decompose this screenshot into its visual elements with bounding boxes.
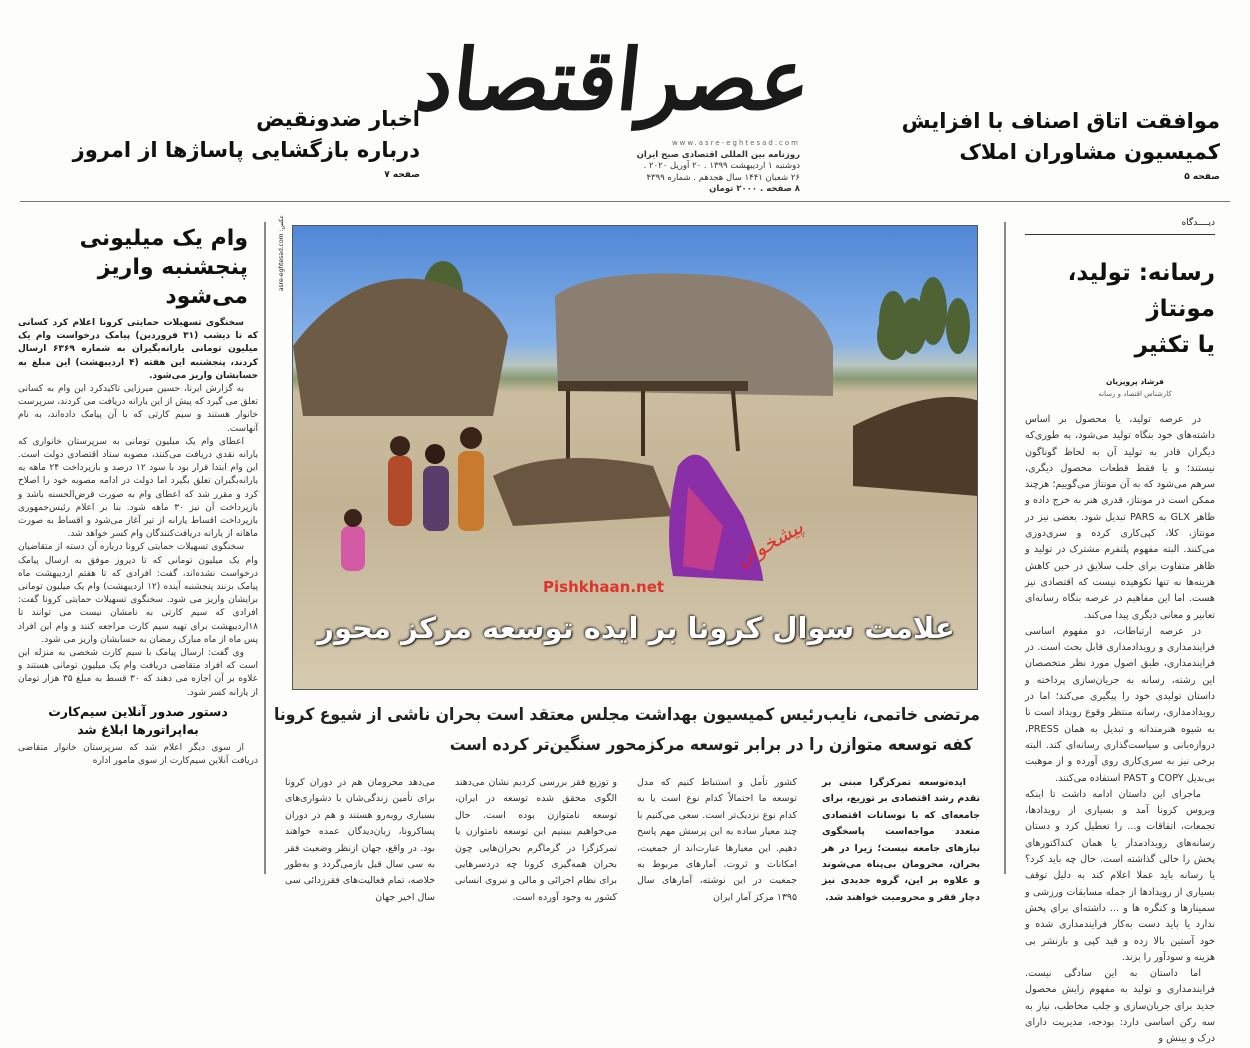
- subhead-line: دستور صدور آنلاین سیم‌کارت: [48, 703, 228, 719]
- masthead-info: [610, 138, 800, 196]
- brush-pile: [493, 458, 673, 526]
- newspaper-logo: عصراقتصاد: [411, 30, 816, 129]
- author-name: فرشاد پرویزیان: [1106, 377, 1164, 386]
- paragraph: اعطای وام یک میلیون تومانی به سرپرستان خانواری که یارانه نقدی دریافت می‌کنند، مصوبه ستاد اقتصادی دولت است. این وام ابتدا قرار بود با سود ۱۲ درصد و بازپرداخت ۲۴ ماهه به یارانه‌بگیران تعلق بگیرد اما دولت در ادامه مصوبه خود را اصلاح کرد و مقرر شد که اعطای وام به صورت قرض‌الحسنه باشد و بازپرداخت آن نیز ۳۰ ماهه شود. بنا بر اعلام رئیس‌جمهوری بازپرداخت اقساط یارانه از تیر آغاز می‌شود و اقساط به صورت ماهانه از یارانه دریافت‌کنندگان وام کسر خواهد شد.: [18, 436, 258, 540]
- story-body: [18, 742, 258, 768]
- masthead-divider: [20, 201, 1230, 202]
- paragraph: اما داستان به این سادگی نیست. فرایندمداری و تولید به مفهوم زایش محصول جدید برای جریان‌سازی و جلب مخاطب، نیاز به سه رکن اساسی دارد: بودجه، مدیریت دارای درک و بینش و: [1025, 968, 1215, 1045]
- paragraph: وی گفت: ارسال پیامک با سیم کارت شخصی به منزله این است که افراد متقاضی دریافت وام یک میلیون تومانی هستند و علاوه بر آن اجازه می دهند که ۳۰ قسط به مبلغ ۳۵ هزار تومان از یارانه کسر شود.: [18, 648, 258, 698]
- children: [341, 427, 484, 571]
- column-divider: [264, 222, 266, 874]
- page-ref: صفحه ۵: [1184, 172, 1220, 182]
- watermark-en: Pishkhaan.net: [543, 578, 665, 596]
- opinion-kicker: دیــــدگاه: [1025, 218, 1215, 235]
- paragraph: ماجرای این داستان ادامه داشت تا اینکه ویروس کرونا آمد و بسیاری از رویدادها، تجمعات، اتفاقات و... را تعطیل کرد و دستان رسانه‌های رویدادمدار یا همان کنداکتورهای پخش را خالی گذاشته است. حال چه باید کرد؟ یا رسانه باید عملا اعلام کند به دلیل توقف بسیاری از رویدادها از جمله مسابقات ورزشی و سمینارها و کنگره ها و ... داشته‌ای برای پخش ندارد یا باید دست به‌کار فرایندمداری شده و خود آستین بالا زده و قید کپی و بازنشر بی هزینه و سودآور را بزند.: [1025, 788, 1215, 963]
- story-body: [18, 383, 258, 700]
- watermark-fa: پیشخوان: [731, 514, 808, 572]
- article-column: [285, 775, 435, 906]
- opinion-title-line[interactable]: رسانه: تولید، مونتاژ: [1067, 260, 1215, 322]
- paragraph: کشور تأمل و استنباط کنیم که مدل توسعه ما احتمالاً کدام نوع است یا به کدام نوع نزدیک‌تر است. سعی می‌کنیم با چند معیار ساده به این پرسش مهم پاسخ دهیم. این معیارها عبارت‌اند از جمعیت، امکانات و ثروت. آمارهای مربوط به جمعیت در این نوشته، آمارهای سال ۱۳۹۵ مرکز آمار ایران: [637, 777, 797, 903]
- teaser-title[interactable]: موافقت اتاق اصناف با افزایش: [901, 109, 1220, 133]
- page-ref: صفحه ۷: [384, 170, 420, 180]
- subhead-line: به‌اپراتورها ابلاغ شد: [77, 721, 199, 737]
- date-line: دوشنبه ۱ اردیبهشت ۱۳۹۹ . ۲۰ آوریل ۲۰۲۰ .: [643, 161, 800, 171]
- tagline: روزنامه بین المللی اقتصادی صبح ایران: [636, 149, 800, 160]
- paragraph: در عرصه ارتباطات، دو مفهوم اساسی فرایندمداری و رویدادمداری قابل بحث است. در فرایندمداری، طبق اصول مورد نظر متخصصان این رشته، رسانه به جریان‌سازی پرداخته و داستان تولیدی خود را پیگیری می‌کند؛ اما در رویدادمداری، رسانه منتظر وقوع رویداد است تا به شیوه هنرمندانه و تبدیل به همان PRESS، دروازه‌بانی و سیاست‌گذاری رسانه‌ای کند. البته برخی نیز به سری‌کاری روی آورده و از موهبت بی‌بدیل COPY و PAST استفاده می‌کنند.: [1025, 625, 1215, 784]
- opinion-title[interactable]: [1025, 255, 1215, 363]
- website: www.asre-eghtesad.com: [671, 139, 800, 147]
- hut-left: [293, 279, 508, 416]
- story-lead: [18, 317, 258, 383]
- main-headline[interactable]: علامت سوال کرونا بر ایده توسعه مرکز محور: [317, 611, 955, 645]
- subhead: [18, 703, 258, 739]
- opinion-column: [1025, 218, 1215, 1048]
- story-title-line[interactable]: پنجشنبه واریز: [97, 255, 248, 280]
- paragraph: و توزیع فقر بررسی کردیم نشان می‌دهند الگوی محقق شده توسعه در ایران، توسعه نامتوازن بوده است. حال می‌خواهیم ببینیم این توسعه نامتوازن یا تمرکزگرا در گرماگرم بحران‌هایی چون بحران همه‌گیری کرونا چه دردسرهایی برای نظام اجرائی و مالی و نیروی انسانی کشور به وجود آورده است.: [455, 777, 617, 903]
- main-photo[interactable]: [292, 225, 978, 690]
- subtitle-line: کفه توسعه متوازن را در برابر توسعه مرکزمحور سنگین‌تر کرده است: [449, 735, 973, 755]
- teaser-title[interactable]: کمیسیون مشاوران املاک: [959, 140, 1220, 164]
- wooden-bed: [558, 381, 748, 391]
- article-column: [822, 775, 980, 906]
- paragraph: از سوی دیگر اعلام شد که سرپرستان خانوار متقاضی دریافت آنلاین سیم‌کارت از سوی مامور اداره: [18, 742, 258, 767]
- bed-legs: [568, 391, 738, 461]
- teaser-right[interactable]: [880, 106, 1220, 182]
- subtitle-line: مرتضی خاتمی، نایب‌رئیس کمیسیون بهداشت مجلس معتقد است بحران ناشی از شیوع کرونا: [274, 705, 981, 725]
- paragraph: ایده‌توسعه تمرکزگرا مبنی بر تقدم رشد اقتصادی بر توزیع، برای جامعه‌ای که با نوسانات اقتصادی متعدد مواجه‌است پاسخگوی نیازهای جامعه نیست؛ زیرا در هر بحران، محرومان بی‌پناه می‌شوند و علاوه بر این، گروه جدیدی نیز دچار فقر و محرومیت خواهند شد.: [822, 777, 980, 903]
- paragraph: می‌دهد محرومان هم در دوران کرونا برای تأمین زندگی‌شان با دشواری‌های بسیاری روبه‌رو هستند و هم در دوران پساکرونا، زیان‌دیدگان عمده خواهند بود. در واقع، جهان ازنظر وضعیت فقر به سی سال قبل بازمی‌گردد و به‌طور خلاصه، تمام فعالیت‌های فقرزدائی سی سال اخیر جهان: [285, 777, 435, 903]
- article-column: [455, 775, 617, 906]
- story-title[interactable]: [18, 224, 248, 311]
- column-divider: [1004, 222, 1006, 874]
- paragraph: سخنگوی تسهیلات حمایتی کرونا درباره آن دسته از متقاضیان وام یک میلیون تومانی که تا دیروز موفق به ارسال پیامک درخواست نشده‌اند، گفت: افرادی که تا هفتم اردیبهشت ماه پیامک بزنند پنجشنبه آینده (۱۲ اردیبهشت) وام یک میلیون تومانی برایشان واریز می شود. سخنگوی تسهیلات حمایتی کرونا گفت: افرادی که سیم کارتی به نامشان نیست می توانند تا ۱۸اردیبهشت برای تهیه سیم کارت مراجعه کنند و وام این افراد پس ماه از ماه مبارک رمضان به حسابشان واریز می شود.: [18, 542, 258, 645]
- lead-paragraph: سخنگوی تسهیلات حمایتی کرونا اعلام کرد کسانی که تا دیشب (۳۱ فروردین) پیامک درخواست وام یک میلیون تومانی یارانه‌بگیران به شماره ۶۳۶۹ ارسال کردند، پنجشنبه این هفته (۴ اردیبهشت) این مبلغ به حسابشان واریز می‌شود.: [18, 318, 259, 381]
- photo-credit: [278, 215, 288, 335]
- opinion-title-line[interactable]: یا تکثیر: [1134, 332, 1215, 358]
- author-role: کارشناس اقتصاد و رسانه: [1098, 390, 1172, 398]
- paragraph: به گزارش ایرنا، حسین میرزایی تاکیدکرد این وام به کسانی تعلق می گیرد که پیش از این یارانه دریافت می کردند، سرپرست خانوار هستند و سیم کارتی که با آن پیامک داده‌اند، به نام آنهاست.: [18, 384, 258, 434]
- brush-pile: [853, 397, 978, 496]
- teaser-title[interactable]: اخبار ضدونقیض: [256, 107, 420, 131]
- story-title-line[interactable]: می‌شود: [165, 284, 248, 309]
- left-story: [18, 224, 258, 768]
- opinion-body: [1025, 412, 1215, 1048]
- story-title-line[interactable]: وام یک میلیونی: [79, 226, 248, 251]
- hut-center: [555, 274, 833, 397]
- issue-line: ۲۶ شعبان ۱۴۴۱ سال هجدهم . شماره ۴۳۹۹: [646, 172, 800, 183]
- main-subtitle: [274, 700, 981, 760]
- photo-credit-text: عکس: asre-eghtesad.com: [278, 215, 285, 292]
- paragraph: در عرصه تولید، یا محصول بر اساس داشته‌های خود بنگاه تولید می‌شود، به طوری‌که دیگران قادر به تولید آن به لحاظ گوناگون نیستند؛ و یا فقط قطعات محصول دیگری، سرهم می‌شود که به آن مونتاژ می‌گوییم؛ هرچند ممکن است در مونتاژ، قدری هنر به خرج داده و ظاهر GLX به PARS تبدیل شود. بعضی نیز در مونتاژ، کلا، کپی‌کاری کرده و سری‌دوزی می‌کنند. البته مفهوم پلتفرم مشترک در تولید و ظاهر متفاوت برای جلب سلایق در حین کاهش هزینه‌ها نه تنها نکوهیده نیست که اقتصادی نیز هست. اما این مفاهیم در عرصه بنگاه رسانه‌ای تعابیر و معانی دیگری پیدا می‌کند.: [1025, 414, 1215, 621]
- article-column: [637, 775, 797, 906]
- teaser-left[interactable]: [30, 104, 420, 180]
- price-line: ۸ صفحه . ۲۰۰۰ تومان: [709, 184, 800, 194]
- teaser-title[interactable]: درباره بازگشایی پاساژها از امروز: [72, 138, 420, 162]
